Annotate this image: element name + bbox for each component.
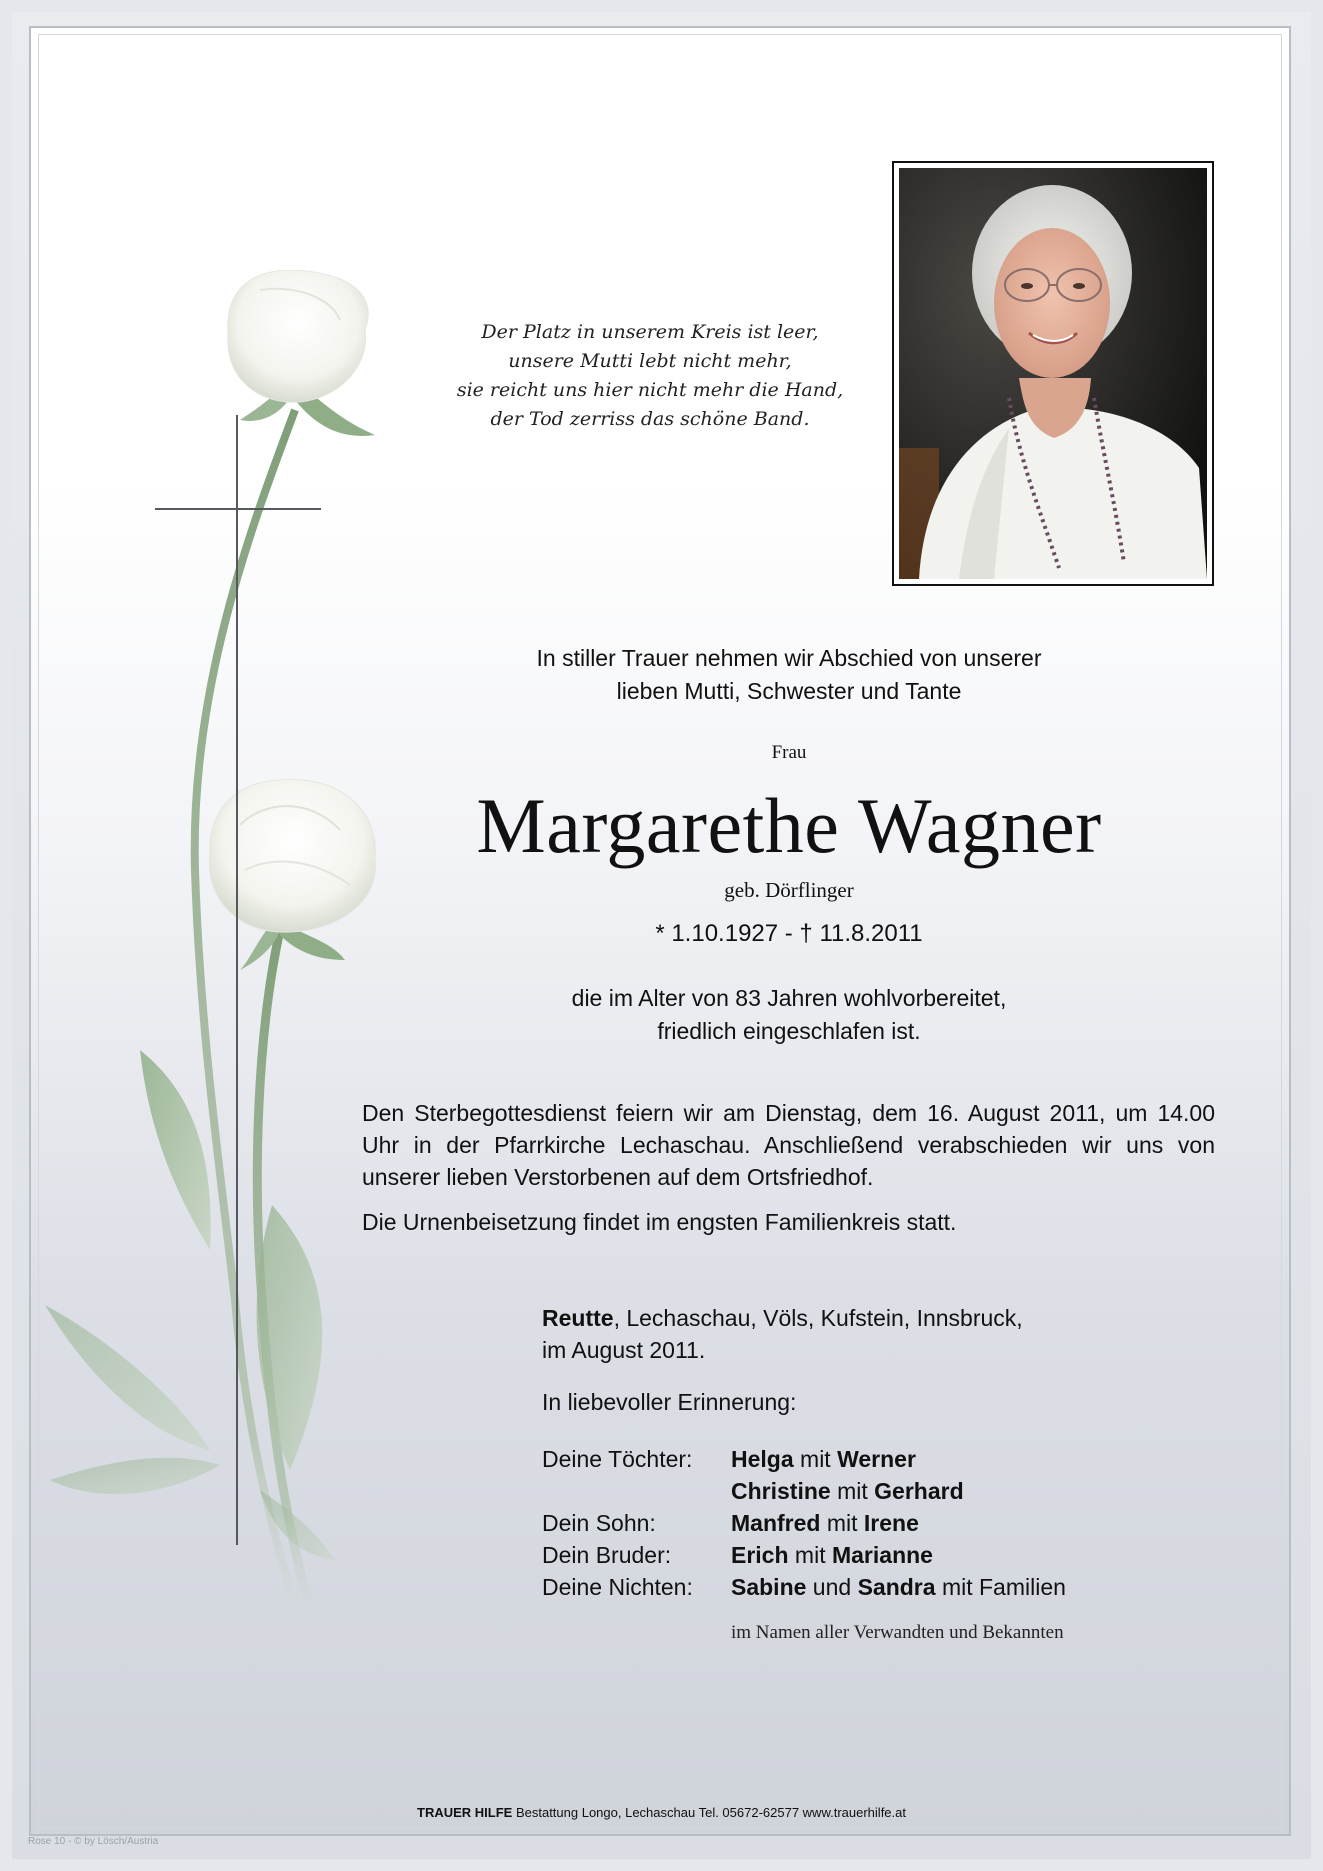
town-bold: Reutte — [542, 1305, 614, 1331]
footer-text: Bestattung Longo, Lechaschau Tel. 05672-62577 www.trauerhilfe.at — [512, 1805, 906, 1820]
family-names — [731, 1475, 964, 1507]
service-paragraph: Den Sterbegottesdienst feiern wir am Dienstag, dem 16. August 2011, um 14.00 Uhr in der Pfarrkirche Lechaschau. Anschließend verabschieden wir uns von unserer lieben Verstorbenen auf dem Ortsfriedhof. — [362, 1100, 1215, 1190]
date-line: im August 2011. — [542, 1337, 706, 1363]
service-info — [362, 1097, 1215, 1238]
towns-rest: , Lechaschau, Völs, Kufstein, Innsbruck, — [613, 1305, 1023, 1331]
poem-line: unsere Mutti lebt nicht mehr, — [508, 350, 792, 372]
footer-brand: TRAUER HILFE — [417, 1805, 513, 1820]
burial-paragraph: Die Urnenbeisetzung findet im engsten Familienkreis statt. — [362, 1209, 957, 1235]
family-joiner: mit — [788, 1542, 832, 1568]
family-name: Irene — [863, 1510, 919, 1536]
life-dates: * 1.10.1927 - † 11.8.2011 — [655, 920, 923, 947]
family-joiner: mit — [830, 1478, 875, 1504]
family-name: Sabine — [731, 1574, 807, 1600]
title-prefix: Frau — [771, 742, 807, 763]
family-name: Christine — [731, 1478, 831, 1504]
family-name: Marianne — [831, 1542, 933, 1568]
family-joiner: mit Familien — [935, 1574, 1066, 1600]
age-line: friedlich eingeschlafen ist. — [657, 1018, 921, 1044]
poem-line: sie reicht uns hier nicht mehr die Hand, — [456, 379, 844, 401]
family-list — [542, 1443, 1066, 1603]
age-line: die im Alter von 83 Jahren wohlvorbereitet, — [571, 985, 1007, 1011]
family-relation — [542, 1475, 731, 1507]
family-joiner: und — [806, 1574, 858, 1600]
memorial-poem — [440, 318, 860, 434]
intro-line: In stiller Trauer nehmen wir Abschied von unserer — [536, 645, 1042, 671]
birth-name: geb. Dörflinger — [724, 878, 854, 902]
family-name: Manfred — [731, 1510, 821, 1536]
family-row — [542, 1443, 1066, 1475]
family-joiner: mit — [793, 1446, 838, 1472]
family-names — [731, 1571, 1066, 1603]
family-names — [731, 1443, 916, 1475]
poem-line: der Tod zerriss das schöne Band. — [490, 408, 810, 430]
family-row — [542, 1571, 1066, 1603]
towns-line — [542, 1302, 1142, 1334]
family-names — [731, 1539, 933, 1571]
footer — [0, 1805, 1323, 1820]
family-name: Erich — [731, 1542, 789, 1568]
family-relation: Deine Töchter: — [542, 1446, 693, 1472]
family-row — [542, 1475, 1066, 1507]
family-name: Helga — [731, 1446, 794, 1472]
place-and-date — [542, 1302, 1142, 1366]
portrait-photo — [899, 168, 1207, 579]
intro-line: lieben Mutti, Schwester und Tante — [616, 678, 962, 704]
family-relation: Dein Bruder: — [542, 1542, 672, 1568]
memory-line: In liebevoller Erinnerung: — [542, 1389, 797, 1415]
white-roses-illustration — [40, 270, 380, 1670]
family-joiner: mit — [820, 1510, 864, 1536]
portrait-frame — [892, 161, 1214, 586]
age-text — [360, 982, 1218, 1048]
family-name: Sandra — [857, 1574, 936, 1600]
family-row — [542, 1539, 1066, 1571]
family-relation: Dein Sohn: — [542, 1510, 656, 1536]
poem-line: Der Platz in unserem Kreis ist leer, — [481, 321, 819, 343]
closing-line: im Namen aller Verwandten und Bekannten — [731, 1622, 1064, 1643]
deceased-name: Margarethe Wagner — [476, 782, 1102, 869]
family-row — [542, 1507, 1066, 1539]
image-credit: Rose 10 - © by Lösch/Austria — [28, 1836, 159, 1847]
family-name: Werner — [837, 1446, 916, 1472]
family-name: Gerhard — [874, 1478, 964, 1504]
family-names — [731, 1507, 919, 1539]
intro-text — [360, 642, 1218, 708]
family-relation: Deine Nichten: — [542, 1574, 693, 1600]
